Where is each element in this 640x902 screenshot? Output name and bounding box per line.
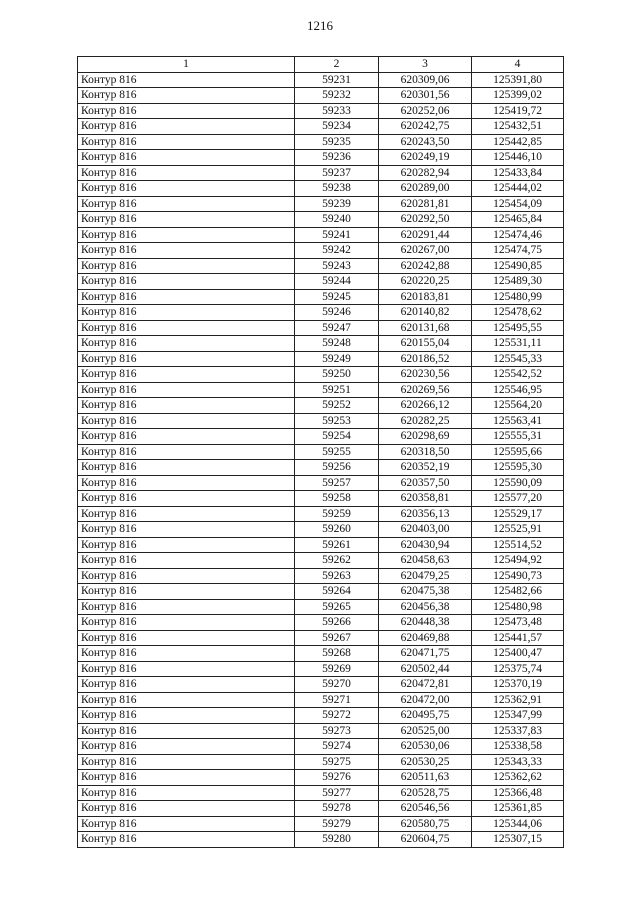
x-coordinate-cell: 620430,94: [379, 537, 472, 553]
table-row: [78, 181, 564, 197]
contour-name-cell: Контур 816: [78, 103, 295, 119]
contour-name-cell: Контур 816: [78, 646, 295, 662]
contour-name-cell: Контур 816: [78, 274, 295, 290]
y-coordinate-cell: 125362,91: [472, 692, 564, 708]
x-coordinate-cell: 620458,63: [379, 553, 472, 569]
contour-name-cell: Контур 816: [78, 134, 295, 150]
contour-name-cell: Контур 816: [78, 568, 295, 584]
x-coordinate-cell: 620252,06: [379, 103, 472, 119]
y-coordinate-cell: 125344,06: [472, 816, 564, 832]
contour-name-cell: Контур 816: [78, 770, 295, 786]
x-coordinate-cell: 620511,63: [379, 770, 472, 786]
x-coordinate-cell: 620448,38: [379, 615, 472, 631]
x-coordinate-cell: 620249,19: [379, 150, 472, 166]
y-coordinate-cell: 125362,62: [472, 770, 564, 786]
table-row: [78, 599, 564, 615]
table-row: [78, 475, 564, 491]
contour-name-cell: Контур 816: [78, 150, 295, 166]
y-coordinate-cell: 125474,75: [472, 243, 564, 259]
x-coordinate-cell: 620456,38: [379, 599, 472, 615]
x-coordinate-cell: 620282,25: [379, 413, 472, 429]
contour-name-cell: Контур 816: [78, 212, 295, 228]
x-coordinate-cell: 620356,13: [379, 506, 472, 522]
contour-name-cell: Контур 816: [78, 754, 295, 770]
contour-name-cell: Контур 816: [78, 739, 295, 755]
x-coordinate-cell: 620267,00: [379, 243, 472, 259]
point-number-cell: 59258: [295, 491, 379, 507]
point-number-cell: 59269: [295, 661, 379, 677]
table-row: [78, 258, 564, 274]
table-row: [78, 723, 564, 739]
y-coordinate-cell: 125473,48: [472, 615, 564, 631]
y-coordinate-cell: 125542,52: [472, 367, 564, 383]
table-row: [78, 584, 564, 600]
x-coordinate-cell: 620289,00: [379, 181, 472, 197]
point-number-cell: 59244: [295, 274, 379, 290]
y-coordinate-cell: 125399,02: [472, 88, 564, 104]
table-row: [78, 677, 564, 693]
point-number-cell: 59234: [295, 119, 379, 135]
table-row: [78, 754, 564, 770]
contour-name-cell: Контур 816: [78, 584, 295, 600]
x-coordinate-cell: 620472,00: [379, 692, 472, 708]
point-number-cell: 59265: [295, 599, 379, 615]
table-row: [78, 429, 564, 445]
x-coordinate-cell: 620266,12: [379, 398, 472, 414]
y-coordinate-cell: 125347,99: [472, 708, 564, 724]
table-row: [78, 88, 564, 104]
point-number-cell: 59255: [295, 444, 379, 460]
point-number-cell: 59263: [295, 568, 379, 584]
contour-name-cell: Контур 816: [78, 429, 295, 445]
table-row: [78, 739, 564, 755]
y-coordinate-cell: 125444,02: [472, 181, 564, 197]
table-row: [78, 165, 564, 181]
table-row: [78, 413, 564, 429]
y-coordinate-cell: 125370,19: [472, 677, 564, 693]
point-number-cell: 59276: [295, 770, 379, 786]
point-number-cell: 59242: [295, 243, 379, 259]
y-coordinate-cell: 125419,72: [472, 103, 564, 119]
x-coordinate-cell: 620358,81: [379, 491, 472, 507]
point-number-cell: 59239: [295, 196, 379, 212]
point-number-cell: 59261: [295, 537, 379, 553]
table-row: [78, 289, 564, 305]
table-row: [78, 382, 564, 398]
contour-name-cell: Контур 816: [78, 351, 295, 367]
point-number-cell: 59233: [295, 103, 379, 119]
contour-name-cell: Контур 816: [78, 181, 295, 197]
column-header-3: 3: [379, 57, 472, 73]
point-number-cell: 59247: [295, 320, 379, 336]
table-row: [78, 444, 564, 460]
contour-name-cell: Контур 816: [78, 506, 295, 522]
y-coordinate-cell: 125577,20: [472, 491, 564, 507]
x-coordinate-cell: 620309,06: [379, 72, 472, 88]
point-number-cell: 59256: [295, 460, 379, 476]
table-row: [78, 320, 564, 336]
x-coordinate-cell: 620242,88: [379, 258, 472, 274]
y-coordinate-cell: 125474,46: [472, 227, 564, 243]
table-row: [78, 801, 564, 817]
table-row: [78, 692, 564, 708]
contour-name-cell: Контур 816: [78, 615, 295, 631]
x-coordinate-cell: 620469,88: [379, 630, 472, 646]
contour-name-cell: Контур 816: [78, 723, 295, 739]
point-number-cell: 59253: [295, 413, 379, 429]
point-number-cell: 59252: [295, 398, 379, 414]
contour-name-cell: Контур 816: [78, 801, 295, 817]
point-number-cell: 59260: [295, 522, 379, 538]
x-coordinate-cell: 620495,75: [379, 708, 472, 724]
y-coordinate-cell: 125446,10: [472, 150, 564, 166]
x-coordinate-cell: 620479,25: [379, 568, 472, 584]
table-row: [78, 243, 564, 259]
point-number-cell: 59237: [295, 165, 379, 181]
table-row: [78, 274, 564, 290]
y-coordinate-cell: 125546,95: [472, 382, 564, 398]
x-coordinate-cell: 620318,50: [379, 444, 472, 460]
y-coordinate-cell: 125480,98: [472, 599, 564, 615]
point-number-cell: 59259: [295, 506, 379, 522]
contour-name-cell: Контур 816: [78, 398, 295, 414]
column-header-4: 4: [472, 57, 564, 73]
contour-name-cell: Контур 816: [78, 816, 295, 832]
table-row: [78, 227, 564, 243]
contour-name-cell: Контур 816: [78, 553, 295, 569]
contour-name-cell: Контур 816: [78, 785, 295, 801]
point-number-cell: 59240: [295, 212, 379, 228]
y-coordinate-cell: 125525,91: [472, 522, 564, 538]
y-coordinate-cell: 125442,85: [472, 134, 564, 150]
table-row: [78, 785, 564, 801]
point-number-cell: 59257: [295, 475, 379, 491]
contour-name-cell: Контур 816: [78, 708, 295, 724]
y-coordinate-cell: 125441,57: [472, 630, 564, 646]
point-number-cell: 59279: [295, 816, 379, 832]
point-number-cell: 59264: [295, 584, 379, 600]
y-coordinate-cell: 125545,33: [472, 351, 564, 367]
contour-name-cell: Контур 816: [78, 661, 295, 677]
point-number-cell: 59254: [295, 429, 379, 445]
y-coordinate-cell: 125495,55: [472, 320, 564, 336]
x-coordinate-cell: 620403,00: [379, 522, 472, 538]
y-coordinate-cell: 125489,30: [472, 274, 564, 290]
x-coordinate-cell: 620471,75: [379, 646, 472, 662]
table-row: [78, 196, 564, 212]
contour-name-cell: Контур 816: [78, 243, 295, 259]
x-coordinate-cell: 620525,00: [379, 723, 472, 739]
contour-name-cell: Контур 816: [78, 491, 295, 507]
point-number-cell: 59243: [295, 258, 379, 274]
table-row: [78, 522, 564, 538]
point-number-cell: 59235: [295, 134, 379, 150]
point-number-cell: 59245: [295, 289, 379, 305]
contour-name-cell: Контур 816: [78, 367, 295, 383]
contour-name-cell: Контур 816: [78, 227, 295, 243]
y-coordinate-cell: 125494,92: [472, 553, 564, 569]
point-number-cell: 59270: [295, 677, 379, 693]
point-number-cell: 59251: [295, 382, 379, 398]
y-coordinate-cell: 125478,62: [472, 305, 564, 321]
y-coordinate-cell: 125375,74: [472, 661, 564, 677]
contour-name-cell: Контур 816: [78, 196, 295, 212]
x-coordinate-cell: 620281,81: [379, 196, 472, 212]
table-row: [78, 506, 564, 522]
point-number-cell: 59236: [295, 150, 379, 166]
point-number-cell: 59266: [295, 615, 379, 631]
y-coordinate-cell: 125531,11: [472, 336, 564, 352]
x-coordinate-cell: 620352,19: [379, 460, 472, 476]
y-coordinate-cell: 125480,99: [472, 289, 564, 305]
y-coordinate-cell: 125555,31: [472, 429, 564, 445]
x-coordinate-cell: 620475,38: [379, 584, 472, 600]
table-row: [78, 72, 564, 88]
y-coordinate-cell: 125433,84: [472, 165, 564, 181]
x-coordinate-cell: 620269,56: [379, 382, 472, 398]
contour-name-cell: Контур 816: [78, 305, 295, 321]
y-coordinate-cell: 125343,33: [472, 754, 564, 770]
contour-name-cell: Контур 816: [78, 460, 295, 476]
x-coordinate-cell: 620186,52: [379, 351, 472, 367]
table-row: [78, 305, 564, 321]
table-row: [78, 150, 564, 166]
point-number-cell: 59274: [295, 739, 379, 755]
point-number-cell: 59231: [295, 72, 379, 88]
x-coordinate-cell: 620530,25: [379, 754, 472, 770]
point-number-cell: 59241: [295, 227, 379, 243]
table-row: [78, 770, 564, 786]
x-coordinate-cell: 620580,75: [379, 816, 472, 832]
y-coordinate-cell: 125590,09: [472, 475, 564, 491]
x-coordinate-cell: 620242,75: [379, 119, 472, 135]
table-row: [78, 351, 564, 367]
y-coordinate-cell: 125307,15: [472, 832, 564, 848]
contour-name-cell: Контур 816: [78, 522, 295, 538]
x-coordinate-cell: 620220,25: [379, 274, 472, 290]
y-coordinate-cell: 125564,20: [472, 398, 564, 414]
contour-name-cell: Контур 816: [78, 320, 295, 336]
y-coordinate-cell: 125465,84: [472, 212, 564, 228]
table-row: [78, 553, 564, 569]
table-row: [78, 630, 564, 646]
x-coordinate-cell: 620282,94: [379, 165, 472, 181]
x-coordinate-cell: 620292,50: [379, 212, 472, 228]
x-coordinate-cell: 620298,69: [379, 429, 472, 445]
point-number-cell: 59271: [295, 692, 379, 708]
point-number-cell: 59275: [295, 754, 379, 770]
y-coordinate-cell: 125337,83: [472, 723, 564, 739]
x-coordinate-cell: 620140,82: [379, 305, 472, 321]
y-coordinate-cell: 125490,85: [472, 258, 564, 274]
x-coordinate-cell: 620604,75: [379, 832, 472, 848]
y-coordinate-cell: 125361,85: [472, 801, 564, 817]
column-header-2: 2: [295, 57, 379, 73]
point-number-cell: 59272: [295, 708, 379, 724]
x-coordinate-cell: 620546,56: [379, 801, 472, 817]
y-coordinate-cell: 125482,66: [472, 584, 564, 600]
table-row: [78, 615, 564, 631]
table-header: [78, 57, 564, 73]
table-row: [78, 336, 564, 352]
y-coordinate-cell: 125595,30: [472, 460, 564, 476]
table-row: [78, 568, 564, 584]
point-number-cell: 59280: [295, 832, 379, 848]
contour-name-cell: Контур 816: [78, 165, 295, 181]
contour-name-cell: Контур 816: [78, 630, 295, 646]
y-coordinate-cell: 125490,73: [472, 568, 564, 584]
x-coordinate-cell: 620183,81: [379, 289, 472, 305]
table-row: [78, 708, 564, 724]
x-coordinate-cell: 620230,56: [379, 367, 472, 383]
contour-name-cell: Контур 816: [78, 599, 295, 615]
contour-name-cell: Контур 816: [78, 692, 295, 708]
y-coordinate-cell: 125400,47: [472, 646, 564, 662]
x-coordinate-cell: 620357,50: [379, 475, 472, 491]
contour-name-cell: Контур 816: [78, 88, 295, 104]
x-coordinate-cell: 620472,81: [379, 677, 472, 693]
table-row: [78, 816, 564, 832]
y-coordinate-cell: 125338,58: [472, 739, 564, 755]
page-number: 1216: [307, 18, 333, 33]
point-number-cell: 59232: [295, 88, 379, 104]
contour-name-cell: Контур 816: [78, 382, 295, 398]
table-row: [78, 661, 564, 677]
point-number-cell: 59250: [295, 367, 379, 383]
coordinates-table: [77, 56, 564, 848]
x-coordinate-cell: 620155,04: [379, 336, 472, 352]
contour-name-cell: Контур 816: [78, 336, 295, 352]
point-number-cell: 59262: [295, 553, 379, 569]
contour-name-cell: Контур 816: [78, 289, 295, 305]
point-number-cell: 59248: [295, 336, 379, 352]
x-coordinate-cell: 620291,44: [379, 227, 472, 243]
table-body: [78, 72, 564, 847]
point-number-cell: 59278: [295, 801, 379, 817]
table-row: [78, 646, 564, 662]
contour-name-cell: Контур 816: [78, 119, 295, 135]
table-row: [78, 212, 564, 228]
contour-name-cell: Контур 816: [78, 832, 295, 848]
x-coordinate-cell: 620301,56: [379, 88, 472, 104]
y-coordinate-cell: 125563,41: [472, 413, 564, 429]
point-number-cell: 59238: [295, 181, 379, 197]
x-coordinate-cell: 620243,50: [379, 134, 472, 150]
contour-name-cell: Контур 816: [78, 444, 295, 460]
table-row: [78, 103, 564, 119]
x-coordinate-cell: 620528,75: [379, 785, 472, 801]
y-coordinate-cell: 125529,17: [472, 506, 564, 522]
point-number-cell: 59268: [295, 646, 379, 662]
table-row: [78, 134, 564, 150]
y-coordinate-cell: 125391,80: [472, 72, 564, 88]
point-number-cell: 59246: [295, 305, 379, 321]
table-row: [78, 537, 564, 553]
point-number-cell: 59277: [295, 785, 379, 801]
contour-name-cell: Контур 816: [78, 677, 295, 693]
y-coordinate-cell: 125366,48: [472, 785, 564, 801]
y-coordinate-cell: 125514,52: [472, 537, 564, 553]
table-row: [78, 832, 564, 848]
table-row: [78, 398, 564, 414]
point-number-cell: 59249: [295, 351, 379, 367]
header-row: [78, 57, 564, 73]
contour-name-cell: Контур 816: [78, 413, 295, 429]
y-coordinate-cell: 125595,66: [472, 444, 564, 460]
contour-name-cell: Контур 816: [78, 475, 295, 491]
contour-name-cell: Контур 816: [78, 258, 295, 274]
x-coordinate-cell: 620131,68: [379, 320, 472, 336]
y-coordinate-cell: 125454,09: [472, 196, 564, 212]
column-header-1: 1: [78, 57, 295, 73]
x-coordinate-cell: 620502,44: [379, 661, 472, 677]
point-number-cell: 59267: [295, 630, 379, 646]
table-row: [78, 460, 564, 476]
contour-name-cell: Контур 816: [78, 72, 295, 88]
table-row: [78, 119, 564, 135]
table-row: [78, 491, 564, 507]
contour-name-cell: Контур 816: [78, 537, 295, 553]
x-coordinate-cell: 620530,06: [379, 739, 472, 755]
point-number-cell: 59273: [295, 723, 379, 739]
table-row: [78, 367, 564, 383]
y-coordinate-cell: 125432,51: [472, 119, 564, 135]
